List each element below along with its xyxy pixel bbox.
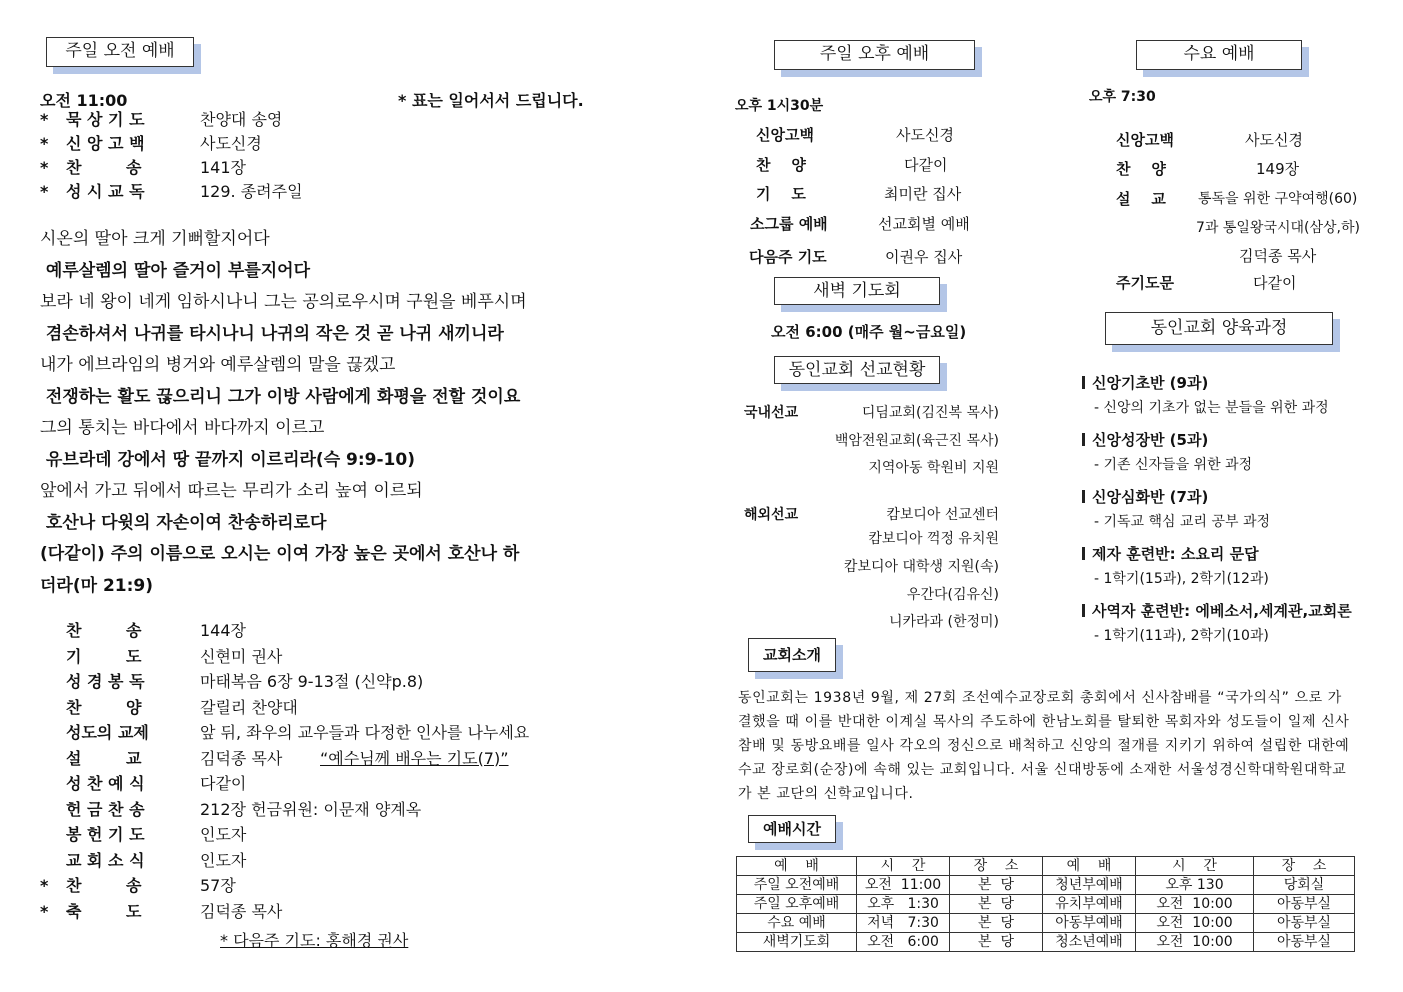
order-item xyxy=(40,696,600,720)
afternoon-label: 신앙고백 xyxy=(756,126,814,144)
dawn-prayer-time: 오전 6:00 (매주 월~금요일) xyxy=(771,323,967,341)
table-cell: 당회실 xyxy=(1254,876,1355,895)
order-value: 144장 xyxy=(200,621,246,640)
course-item xyxy=(1082,486,1270,531)
wednesday-preacher: 김덕종 목사 xyxy=(1239,247,1317,265)
mission-item: 니카라과 (한정미) xyxy=(888,614,999,630)
order-label: 교 회 소 식 xyxy=(66,850,145,870)
morning-service-header: 주일 오전 예배 xyxy=(46,37,194,67)
order-value: 인도자 xyxy=(200,850,247,870)
order-label: 축 도 xyxy=(66,901,142,921)
mission-item: 우간다(김유신) xyxy=(906,587,999,603)
order-label: 신 앙 고 백 xyxy=(66,134,145,153)
afternoon-service-header: 주일 오후 예배 xyxy=(774,40,975,70)
next-week-prayer: * 다음주 기도: 홍해경 권사 xyxy=(220,931,409,950)
afternoon-label: 기 도 xyxy=(756,185,806,203)
wednesday-label: 신앙고백 xyxy=(1116,131,1174,149)
table-header-row xyxy=(737,857,1355,876)
standing-mark: * xyxy=(40,182,49,201)
table-cell: 오전 6:00 xyxy=(857,933,950,952)
table-cell: 오전 10:00 xyxy=(1136,914,1254,933)
order-value: 다같이 xyxy=(200,774,247,793)
order-label: 찬 송 xyxy=(66,621,142,640)
table-cell: 청년부예배 xyxy=(1043,876,1136,895)
order-label: 찬 송 xyxy=(66,876,142,895)
mission-item: 디딤교회(김진복 목사) xyxy=(861,405,999,421)
order-item xyxy=(40,156,440,180)
order-value: 앞 뒤, 좌우의 교우들과 다정한 인사를 나누세요 xyxy=(200,723,530,742)
afternoon-time: 오후 1시30분 xyxy=(735,98,824,114)
order-label: 성 경 봉 독 xyxy=(66,672,145,691)
wednesday-time: 오후 7:30 xyxy=(1089,89,1156,105)
course-title: 신앙심화반 (7과) xyxy=(1092,488,1209,506)
responsive-reading xyxy=(40,224,640,602)
order-item xyxy=(40,823,600,847)
reading-line: 호산나 다윗의 자손이여 찬송하리로다 xyxy=(40,512,327,533)
table-row xyxy=(737,876,1355,895)
column-header: 시 간 xyxy=(1136,857,1254,876)
sermon-title: “예수님께 배우는 기도(7)” xyxy=(320,748,509,768)
column-header: 시 간 xyxy=(857,857,950,876)
bullet-bar-icon xyxy=(1082,433,1085,446)
order-item xyxy=(40,619,600,643)
column-header: 예 배 xyxy=(737,857,857,876)
table-cell: 새벽기도회 xyxy=(737,933,857,952)
table-cell: 오전 10:00 xyxy=(1136,895,1254,914)
wednesday-value: 149장 xyxy=(1256,160,1300,178)
table-cell: 수요 예배 xyxy=(737,914,857,933)
reading-line: 앞에서 가고 뒤에서 따르는 무리가 소리 높여 이르되 xyxy=(40,481,423,501)
order-label: 성 시 교 독 xyxy=(66,182,145,201)
wednesday-value: 사도신경 xyxy=(1245,131,1303,149)
order-item xyxy=(40,721,600,745)
order-item xyxy=(40,772,600,796)
order-label: 기 도 xyxy=(66,646,142,666)
order-value: 57장 xyxy=(200,876,236,895)
afternoon-value: 사도신경 xyxy=(896,126,954,144)
course-desc: - 기독교 핵심 교리 공부 과정 xyxy=(1094,514,1271,530)
table-cell: 아동부실 xyxy=(1254,895,1355,914)
course-desc: - 신앙의 기초가 없는 분들을 위한 과정 xyxy=(1094,400,1329,416)
worship-schedule-table xyxy=(736,856,1355,952)
domestic-mission-label: 국내선교 xyxy=(744,405,799,421)
reading-line: 겸손하셔서 나귀를 타시나니 나귀의 작은 것 곧 나귀 새끼니라 xyxy=(40,323,504,344)
order-value: 김덕종 목사 xyxy=(200,748,283,768)
standing-mark: * xyxy=(40,901,49,921)
lords-prayer-value: 다같이 xyxy=(1253,274,1297,292)
table-row xyxy=(737,895,1355,914)
order-item xyxy=(40,747,600,771)
order-item xyxy=(40,849,600,873)
overseas-mission-label: 해외선교 xyxy=(744,507,799,523)
afternoon-value: 이권우 집사 xyxy=(885,248,963,266)
mission-item: 캄보디아 꺽정 유치원 xyxy=(868,531,999,547)
lords-prayer-label: 주기도문 xyxy=(1116,274,1174,292)
column-header: 예 배 xyxy=(1043,857,1136,876)
reading-line: 시온의 딸아 크게 기뻐할지어다 xyxy=(40,229,270,249)
table-cell: 아동부실 xyxy=(1254,933,1355,952)
table-cell: 본 당 xyxy=(950,895,1043,914)
afternoon-value: 최미란 집사 xyxy=(884,185,962,203)
column-header: 장 소 xyxy=(1254,857,1355,876)
wednesday-label: 설 교 xyxy=(1116,190,1166,208)
column-header: 장 소 xyxy=(950,857,1043,876)
table-cell: 본 당 xyxy=(950,933,1043,952)
order-value: 212장 헌금위원: 이문재 양계옥 xyxy=(200,799,422,819)
table-cell: 오전 11:00 xyxy=(857,876,950,895)
order-item xyxy=(40,798,600,822)
order-item xyxy=(40,874,600,898)
course-item xyxy=(1082,429,1252,474)
course-item xyxy=(1082,600,1352,645)
mission-item: 지역아동 학원비 지원 xyxy=(868,460,999,476)
order-value: 신현미 권사 xyxy=(200,646,283,666)
reading-line: 보라 네 왕이 네게 임하시나니 그는 공의로우시며 구원을 베푸시며 xyxy=(40,292,527,312)
reading-line: 예루살렘의 딸아 즐거이 부를지어다 xyxy=(40,260,311,281)
course-item xyxy=(1082,372,1329,417)
order-label: 찬 송 xyxy=(66,158,142,177)
bullet-bar-icon xyxy=(1082,490,1085,503)
morning-service-time: 오전 11:00 xyxy=(40,91,128,110)
standing-mark: * xyxy=(40,876,49,895)
reading-line: (다같이) 주의 이름으로 오시는 이여 가장 높은 곳에서 호산나 하 xyxy=(40,544,520,564)
order-item xyxy=(40,645,600,669)
church-intro-header: 교회소개 xyxy=(748,638,836,672)
table-cell: 저녁 7:30 xyxy=(857,914,950,933)
reading-line: 그의 통치는 바다에서 바다까지 이르고 xyxy=(40,418,325,438)
order-item xyxy=(40,180,440,204)
order-value: 갈릴리 찬양대 xyxy=(200,697,298,717)
dawn-prayer-header: 새벽 기도회 xyxy=(774,277,940,305)
course-item xyxy=(1082,543,1269,588)
schedule-header: 예배시간 xyxy=(748,815,836,843)
table-cell: 청소년예배 xyxy=(1043,933,1136,952)
reading-line: 더라(마 21:9) xyxy=(40,575,154,596)
wednesday-service-header: 수요 예배 xyxy=(1136,40,1302,70)
afternoon-label: 소그룹 예배 xyxy=(750,215,828,233)
order-label: 설 교 xyxy=(66,748,142,768)
course-title: 신앙성장반 (5과) xyxy=(1092,431,1209,449)
course-desc: - 1학기(11과), 2학기(10과) xyxy=(1094,628,1269,644)
order-label: 헌 금 찬 송 xyxy=(66,799,145,819)
wednesday-sermon-line2: 7과 통일왕국시대(삼상,하) xyxy=(1196,220,1360,236)
wednesday-label: 찬 양 xyxy=(1116,160,1166,178)
mission-item: 백암전원교회(육근진 목사) xyxy=(834,433,999,449)
course-title: 신앙기초반 (9과) xyxy=(1092,374,1209,392)
order-value: 인도자 xyxy=(200,825,247,844)
reading-line: 전쟁하는 활도 끊으리니 그가 이방 사람에게 화평을 전할 것이요 xyxy=(40,386,521,407)
bullet-bar-icon xyxy=(1082,547,1085,560)
mission-item: 캄보디아 대학생 지원(속) xyxy=(843,559,999,575)
table-cell: 본 당 xyxy=(950,914,1043,933)
order-item xyxy=(40,132,440,156)
order-value: 사도신경 xyxy=(200,134,262,153)
mission-header: 동인교회 선교현황 xyxy=(774,356,940,384)
reading-line: 내가 에브라임의 병거와 예루살렘의 말을 끊겠고 xyxy=(40,355,396,375)
order-label: 성도의 교제 xyxy=(66,723,149,742)
bullet-bar-icon xyxy=(1082,604,1085,617)
courses-header: 동인교회 양육과정 xyxy=(1105,312,1333,345)
table-cell: 주일 오전예배 xyxy=(737,876,857,895)
order-label: 묵 상 기 도 xyxy=(66,110,145,129)
course-title: 제자 훈련반: 소요리 문답 xyxy=(1092,545,1259,563)
church-intro-text: 동인교회는 1938년 9월, 제 27회 조선예수교장로회 총회에서 신사참배를 “국가의식” 으로 가결했을 때 이를 반대한 이계실 목사의 주도하에 한남노회를 탈퇴한 목회자와 성도들이 일제 신사참배 및 동방요배를 일사 각오의 정신으로 배척하고 신앙의 절개를 지키기 위하여 설립한 대한예수교 장로회(순장)에 속해 있는 교회입니다. 서울 신대방동에 소재한 서울성경신학대학원대학교가 본 교단의 신학교입니다. xyxy=(738,690,1350,802)
table-row xyxy=(737,914,1355,933)
afternoon-value: 다같이 xyxy=(904,156,948,174)
standing-mark: * xyxy=(40,110,49,129)
afternoon-label: 찬 양 xyxy=(756,156,806,174)
table-row xyxy=(737,933,1355,952)
afternoon-value: 선교회별 예배 xyxy=(878,215,970,233)
table-cell: 오전 10:00 xyxy=(1136,933,1254,952)
order-label: 성 찬 예 식 xyxy=(66,774,145,793)
order-label: 봉 헌 기 도 xyxy=(66,825,145,844)
table-cell: 아동부실 xyxy=(1254,914,1355,933)
course-desc: - 1학기(15과), 2학기(12과) xyxy=(1094,571,1269,587)
order-value: 마태복음 6장 9-13절 (신약p.8) xyxy=(200,672,424,691)
order-item xyxy=(40,670,600,694)
mission-item: 캄보디아 선교센터 xyxy=(886,507,999,523)
afternoon-label: 다음주 기도 xyxy=(749,248,827,266)
table-cell: 오후 130 xyxy=(1136,876,1254,895)
course-title: 사역자 훈련반: 에베소서,세계관,교회론 xyxy=(1092,602,1352,620)
course-desc: - 기존 신자들을 위한 과정 xyxy=(1094,457,1253,473)
standing-mark: * xyxy=(40,134,49,153)
order-item xyxy=(40,108,440,132)
table-cell: 본 당 xyxy=(950,876,1043,895)
reading-line: 유브라데 강에서 땅 끝까지 이르리라(슥 9:9-10) xyxy=(40,449,415,470)
standing-note: * 표는 일어서서 드립니다. xyxy=(398,91,584,110)
table-cell: 유치부예배 xyxy=(1043,895,1136,914)
bullet-bar-icon xyxy=(1082,376,1085,389)
table-cell: 주일 오후예배 xyxy=(737,895,857,914)
order-value: 141장 xyxy=(200,158,246,177)
order-label: 찬 양 xyxy=(66,697,142,717)
table-cell: 오후 1:30 xyxy=(857,895,950,914)
order-value: 129. 종려주일 xyxy=(200,182,303,201)
standing-mark: * xyxy=(40,158,49,177)
worship-order xyxy=(40,619,600,939)
table-cell: 아동부예배 xyxy=(1043,914,1136,933)
order-value: 찬양대 송영 xyxy=(200,110,283,129)
order-item xyxy=(40,900,600,924)
order-value: 김덕종 목사 xyxy=(200,901,283,921)
wednesday-value: 통독을 위한 구약여행(60) xyxy=(1198,191,1358,207)
